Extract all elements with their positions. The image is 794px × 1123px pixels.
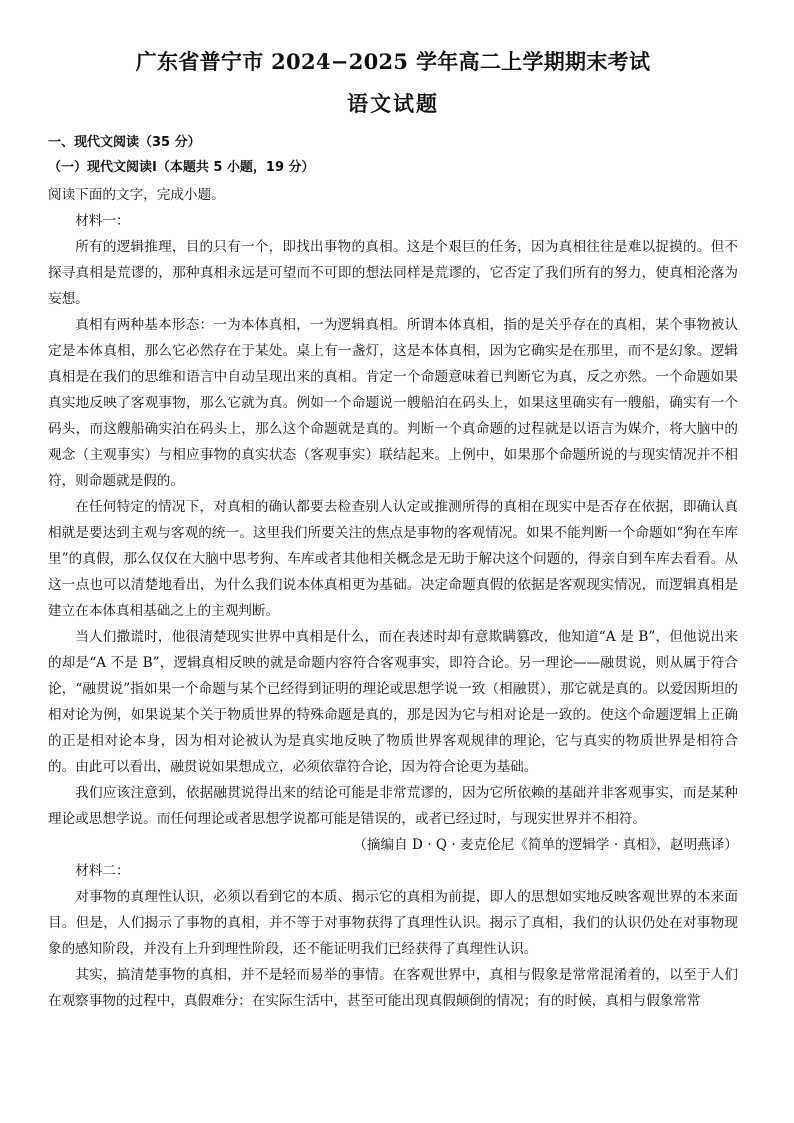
material1-source: （摘编自 D · Q · 麦克伦尼《简单的逻辑学 · 真相》，赵明燕译）: [353, 837, 738, 853]
material1-paragraph: 所有的逻辑推理，目的只有一个，即找出事物的真相。这是个艰巨的任务，因为真相往往是难以捉摸的。但不探寻真相是荒谬的，那种真相永远是可望而不可即的想法同样是荒谬的，它否定了我们所有的努力，使真相沦落为妄想。: [48, 239, 738, 307]
material2-label: 材料二：: [75, 863, 130, 879]
subsection-heading: （一）现代文阅读Ⅰ（本题共 5 小题，19 分）: [48, 160, 315, 175]
material1-paragraph: 我们应该注意到，依据融贯说得出来的结论可能是非常荒谬的，因为它所依赖的基础并非客观事实，而是某种理论或思想学说。而任何理论或者思想学说都可能是错误的，或者已经过时，与现实世界并不相符。: [48, 785, 738, 827]
material1-paragraph: 在任何特定的情况下，对真相的确认都要去检查别人认定或推测所得的真相在现实中是否存在依据，即确认真相就是要达到主观与客观的统一。这里我们所要关注的焦点是事物的客观情况。如果不能判断一个命题如“狗在车库里”的真假，那么仅仅在大脑中思考狗、车库或者其他相关概念是无助于解决这个问题的，得亲自到车库去看看。从这一点也可以清楚地看出，为什么我们说本体真相更为基础。决定命题真假的依据是客观现实情况，而逻辑真相是建立在本体真相基础之上的主观判断。: [48, 499, 738, 619]
material2-paragraph: 对事物的真理性认识，必须以看到它的本质、揭示它的真相为前提，即人的思想如实地反映客观世界的本来面目。但是，人们揭示了事物的真相，并不等于对事物获得了真理性认识。揭示了真相，我们的认识仍处在对事物现象的感知阶段，并没有上升到理性阶段，还不能证明我们已经获得了真理性认识。: [48, 889, 738, 957]
material2-paragraph: 其实，搞清楚事物的真相，并不是轻而易举的事情。在客观世界中，真相与假象是常常混淆着的，以至于人们在观察事物的过程中，真假难分：在实际生活中，甚至可能出现真假颠倒的情况；有的时候，真相与假象常常: [48, 967, 738, 1009]
material1-label: 材料一：: [75, 213, 130, 229]
material1-paragraph: 真相有两种基本形态：一为本体真相，一为逻辑真相。所谓本体真相，指的是关乎存在的真相，某个事物被认定是本体真相，那么它必然存在于某处。桌上有一盏灯，这是本体真相，因为它确实是在那里，而不是幻象。逻辑真相是在我们的思维和语言中自动呈现出来的真相。肯定一个命题意味着已判断它为真，反之亦然。一个命题如果真实地反映了客观事物，那么它就为真。例如一个命题说一艘船泊在码头上，如果这里确实有一艘船，确实有一个码头，而这艘船确实泊在码头上，那么这个命题就是真的。判断一个真命题的过程就是以语言为媒介，将大脑中的观念（主观事实）与相应事物的真实状态（客观事实）联结起来。上例中，如果那个命题所说的与现实情况并不相符，则命题就是假的。: [48, 317, 738, 489]
section-heading: 一、现代文阅读（35 分）: [48, 135, 201, 150]
material1-paragraph: 当人们撒谎时，他很清楚现实世界中真相是什么，而在表述时却有意欺瞒篡改，他知道“A 是 B”，但他说出来的却是“A 不是 B”，逻辑真相反映的就是命题内容符合客观事实，即符合论。另一理论——融贯说，则从属于符合论，“融贯说”指如果一个命题与某个已经得到证明的理论或思想学说一致（相融贯），那它就是真的。以爱因斯坦的相对论为例，如果说某个关于物质世界的特殊命题是真的，那是因为它与相对论是一致的。使这个命题逻辑上正确的正是相对论本身，因为相对论被认为是真实地反映了物质世界客观规律的理论，它与真实的物质世界是相符合的。由此可以看出，融贯说如果想成立，必须依靠符合论，因为符合论更为基础。: [48, 629, 738, 775]
exam-title: 广东省普宁市 2024−2025 学年高二上学期期末考试: [135, 49, 651, 74]
exam-subtitle: 语文试题: [347, 91, 439, 116]
instruction-text: 阅读下面的文字，完成小题。: [48, 187, 225, 203]
